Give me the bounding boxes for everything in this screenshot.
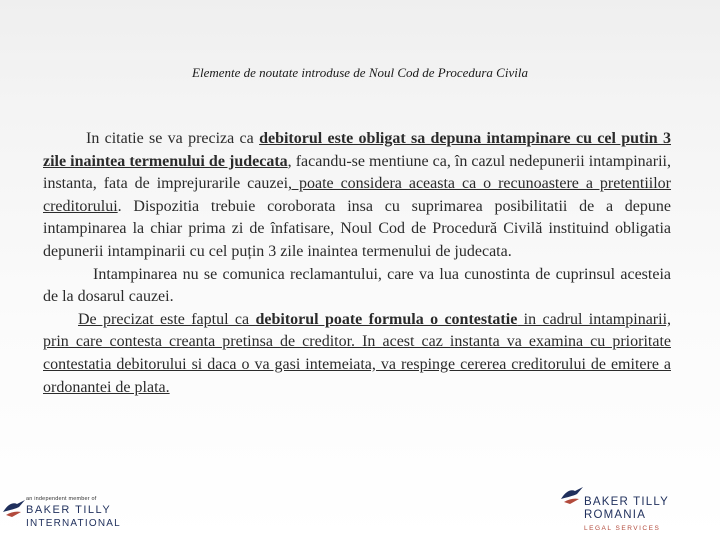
logo-brand: BAKER TILLY (26, 504, 112, 516)
p3-underlined-1: De precizat este faptul ca (78, 310, 256, 328)
slide-body (43, 128, 671, 399)
p3-bold-underlined: debitorul poate formula o contestatie (255, 310, 518, 328)
slide-title: Elemente de noutate introduse de Noul Cod de Procedura Civila (192, 65, 528, 80)
bird-logo-icon (560, 485, 584, 507)
baker-tilly-romania-logo (560, 483, 685, 538)
baker-tilly-international-logo (2, 494, 122, 536)
logo-brand: BAKER TILLY (584, 496, 670, 508)
p3-underlined-2: in cadrul intampinarii, prin care contesta creanta pretinsa de creditor. In acest caz instanta va examina cu prioritate contestatia debitorului si daca o va gasi intemeiata, va respinge cererea creditorului de emitere a ordonantei de plata. (43, 310, 672, 396)
p1-text-1: In citatie se va preciza ca (86, 130, 260, 147)
logo-tagline: an independent member of (26, 496, 97, 502)
p1-text-2: , facandu-se mentiune ca, în cazul nedepunerii intampinarii, instanta, fata de imprejurarile cauzei (43, 152, 672, 193)
paragraph-citatie (43, 128, 671, 264)
paragraph-intampinare: Intampinarea nu se comunica reclamantului, care va lua cunostinta de cuprinsul acesteia de la dosarul cauzei. (43, 265, 671, 306)
p1-text-3: . Dispozitia trebuie coroborata insa cu suprimarea posibilitatii de a depune intampinarea la chiar prima zi de înfatisare, Noul Cod de Procedură Civilă instituind obligatia depunerii intampinarii cu cel puțin 3 zile inaintea termenului de judecata. (43, 197, 671, 260)
logo-country: ROMANIA (584, 509, 647, 521)
paragraph-contestatie (43, 309, 671, 399)
p1-underlined: , poate considera aceasta ca o recunoastere a pretentiilor creditorului (43, 175, 672, 215)
logo-sub: INTERNATIONAL (26, 518, 121, 529)
logo-services: LEGAL SERVICES (584, 525, 661, 532)
bird-logo-icon (2, 498, 26, 520)
p1-bold-underlined: debitorul este obligat sa depuna intampinare cu cel putin 3 zile inaintea termenului de judecata (43, 130, 671, 170)
